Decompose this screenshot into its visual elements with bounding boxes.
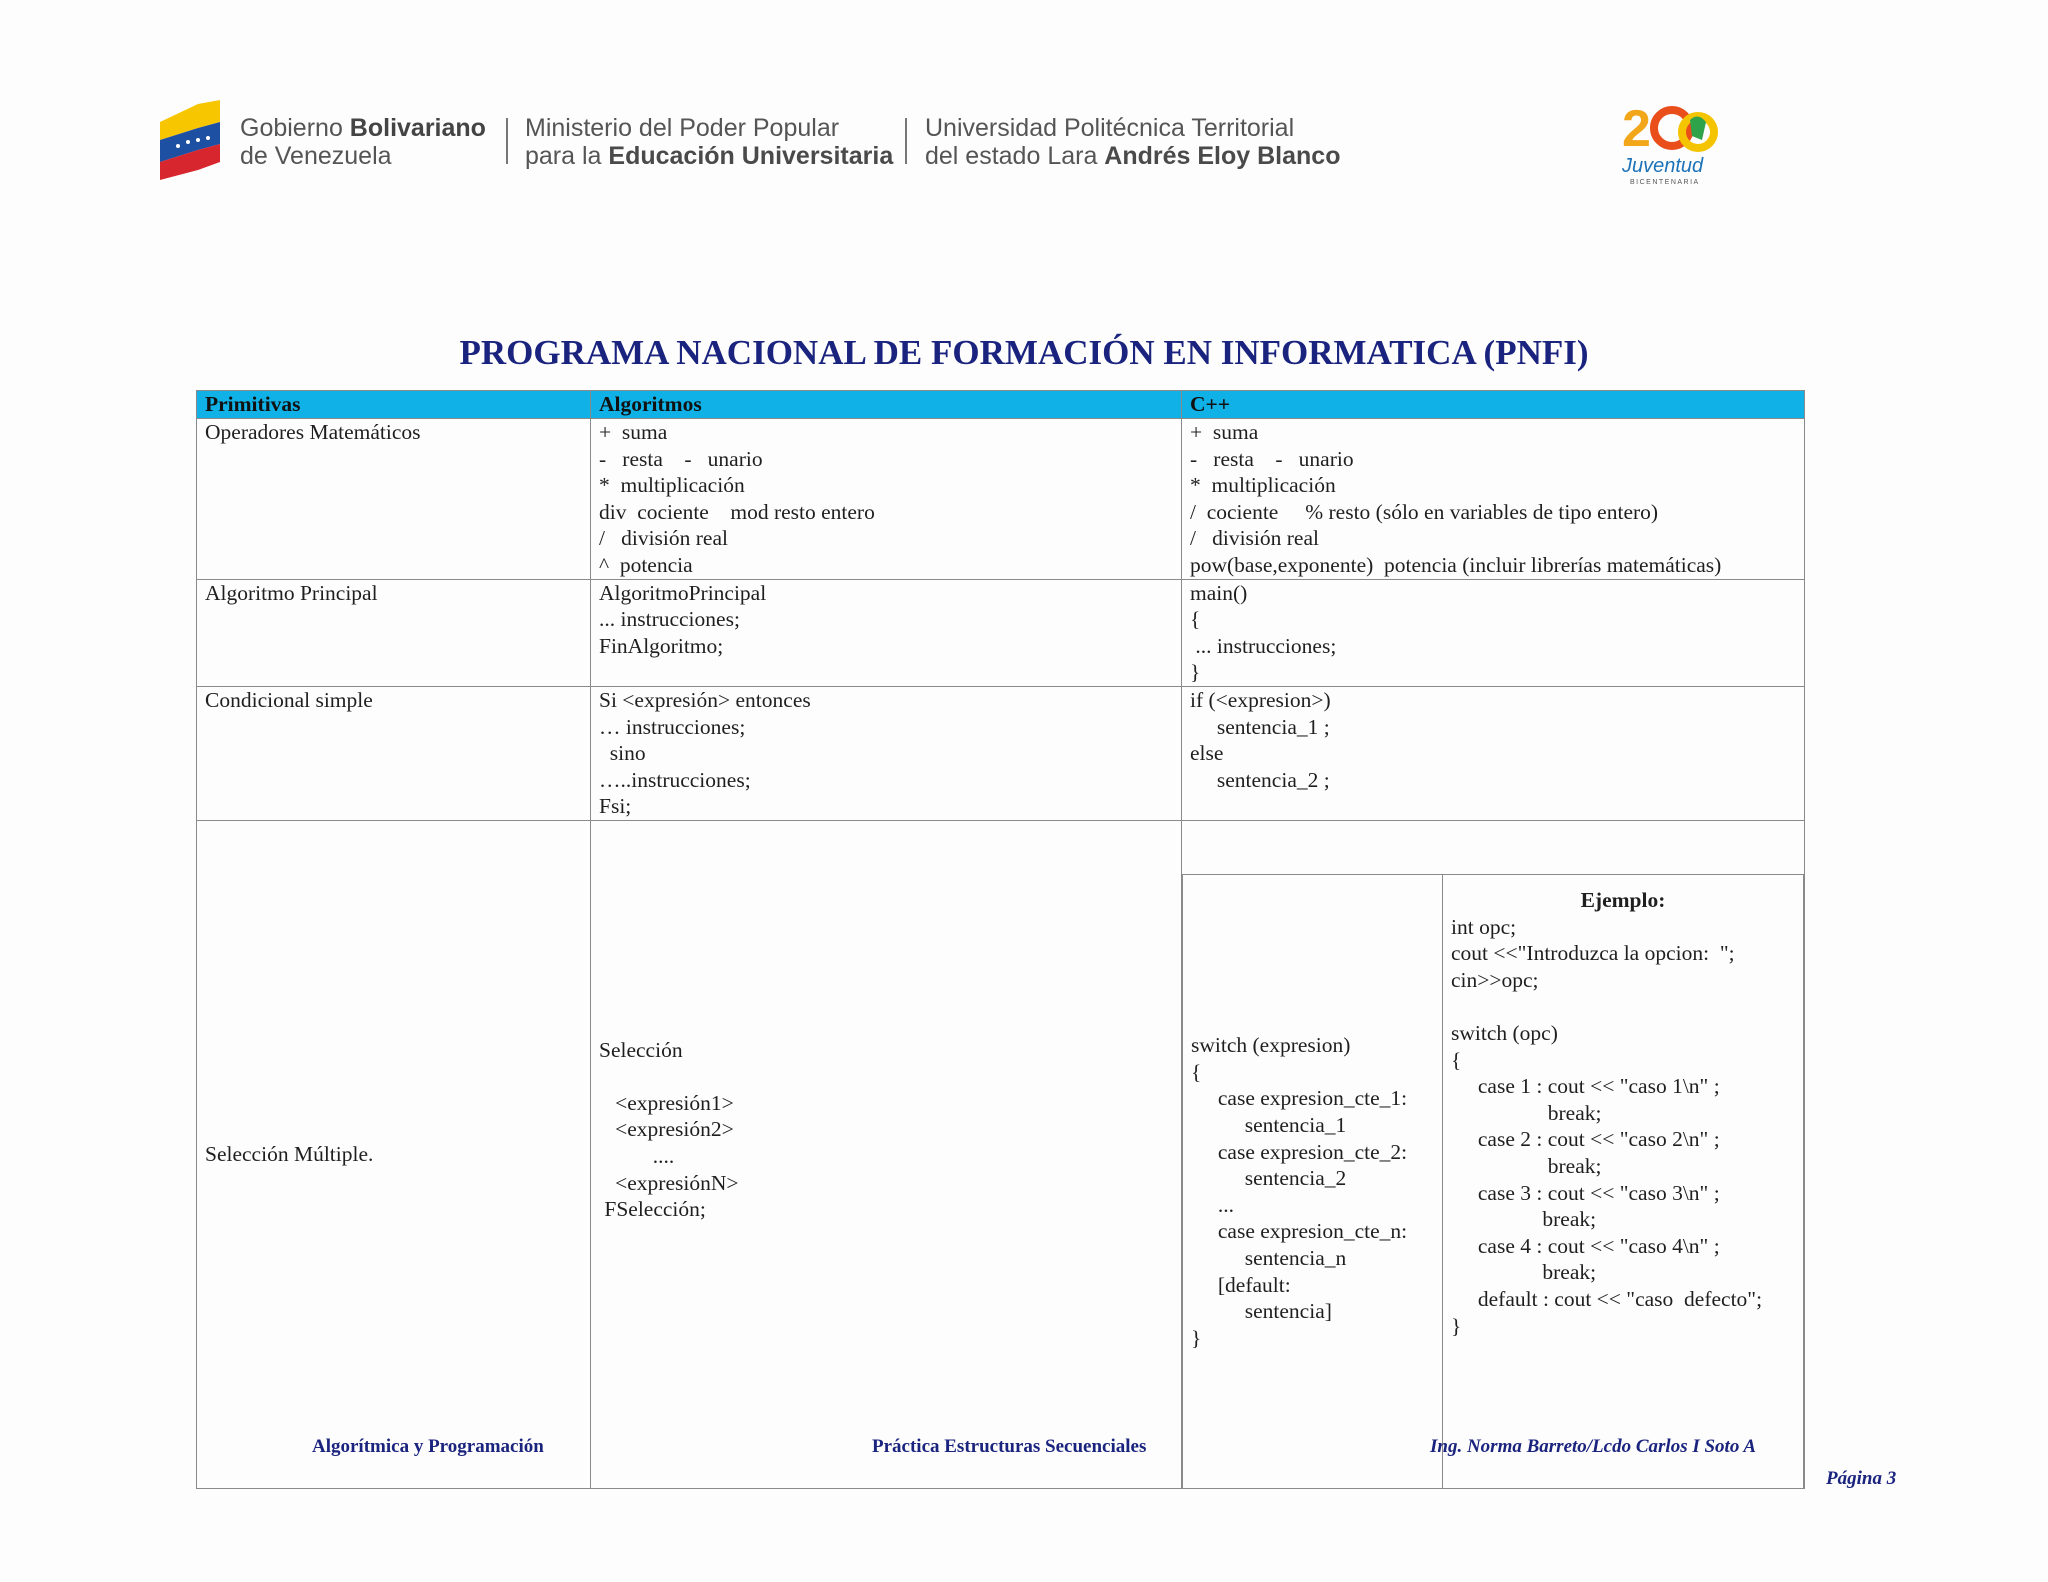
gov-line1-plain: Gobierno <box>240 114 350 142</box>
switch-syntax: switch (expresion) { case expresion_cte_1: sentencia_1 case expresion_cte_2: sentencia_2 ... case expresion_cte_n: sentencia_n [default: sentencia] } <box>1183 875 1443 1489</box>
ministry-line1: Ministerio del Poder Popular <box>525 114 840 142</box>
footer-authors: Ing. Norma Barreto/Lcdo Carlos I Soto A <box>1430 1436 1757 1457</box>
algorithm-cell: Selección <expresión1> <expresión2> .... <expresiónN> FSelección; <box>591 820 1182 1488</box>
cpp-cell: main() { ... instrucciones; } <box>1182 579 1805 686</box>
page-header <box>0 0 2048 240</box>
government-logo-text <box>240 114 486 170</box>
university-line2-plain: del estado Lara <box>925 142 1105 170</box>
column-header-cpp: C++ <box>1182 391 1805 419</box>
gov-line1-bold: Bolivariano <box>349 114 486 142</box>
column-header-algoritmos: Algoritmos <box>591 391 1182 419</box>
algorithm-cell: Si <expresión> entonces … instrucciones; sino …..instrucciones; Fsi; <box>591 686 1182 820</box>
ministry-line2-bold: Educación Universitaria <box>608 142 894 170</box>
cpp-cell: + suma - resta - unario * multiplicación / cociente % resto (sólo en variables de tipo entero) / división real pow(base,exponente) potencia (incluir librerías matemáticas) <box>1182 419 1805 580</box>
example-code: int opc; cout <<"Introduzca la opcion: "; cin>>opc; switch (opc) { case 1 : cout << "caso 1\n" ; break; case 2 : cout << "caso 2\n" ; break; case 3 : cout << "caso 3\n" ; break; case 4 : cout << "caso 4\n" ; break; default : cout << "caso defecto"; } <box>1451 914 1763 1338</box>
algorithm-cell: + suma - resta - unario * multiplicación div cociente mod resto entero / división real ^ potencia <box>591 419 1182 580</box>
table-row <box>197 419 1805 580</box>
column-header-primitivas: Primitivas <box>197 391 591 419</box>
cpp-cell: if (<expresion>) sentencia_1 ; else sentencia_2 ; <box>1182 686 1805 820</box>
example-title: Ejemplo: <box>1580 888 1666 913</box>
header-divider <box>905 118 907 164</box>
page-title: PROGRAMA NACIONAL DE FORMACIÓN EN INFORMATICA (PNFI) <box>459 333 1589 372</box>
primitive-cell: Selección Múltiple. <box>197 820 591 1488</box>
table-row <box>197 820 1805 1488</box>
primitive-cell: Condicional simple <box>197 686 591 820</box>
cpp-subtable <box>1182 874 1804 1489</box>
university-line2-bold: Andrés Eloy Blanco <box>1104 142 1341 170</box>
ministry-line2-plain: para la <box>525 142 609 170</box>
cpp-cell <box>1182 820 1805 1488</box>
switch-example <box>1443 875 1804 1489</box>
comparison-table <box>196 390 1805 1489</box>
logo-sub: BICENTENARIA <box>1630 179 1700 186</box>
svg-text:2: 2 <box>1622 100 1651 158</box>
university-line1: Universidad Politécnica Territorial <box>925 114 1295 142</box>
page-number: Página 3 <box>1826 1468 1897 1489</box>
venezuela-flag-logo <box>158 100 224 180</box>
header-divider <box>506 118 508 164</box>
footer-course: Algorítmica y Programación <box>312 1436 544 1457</box>
table-row <box>197 579 1805 686</box>
algorithm-cell: AlgoritmoPrincipal ... instrucciones; FinAlgoritmo; <box>591 579 1182 686</box>
gov-line2: de Venezuela <box>240 142 392 170</box>
footer-practice: Práctica Estructuras Secuenciales <box>872 1436 1147 1457</box>
primitive-cell: Operadores Matemáticos <box>197 419 591 580</box>
logo-word: Juventud <box>1622 155 1704 177</box>
bicentenario-logo <box>1620 96 1720 186</box>
ministry-logo-text <box>525 114 893 170</box>
primitive-cell: Algoritmo Principal <box>197 579 591 686</box>
table-row <box>197 686 1805 820</box>
table-header-row <box>197 391 1805 419</box>
university-logo-text <box>925 114 1340 170</box>
